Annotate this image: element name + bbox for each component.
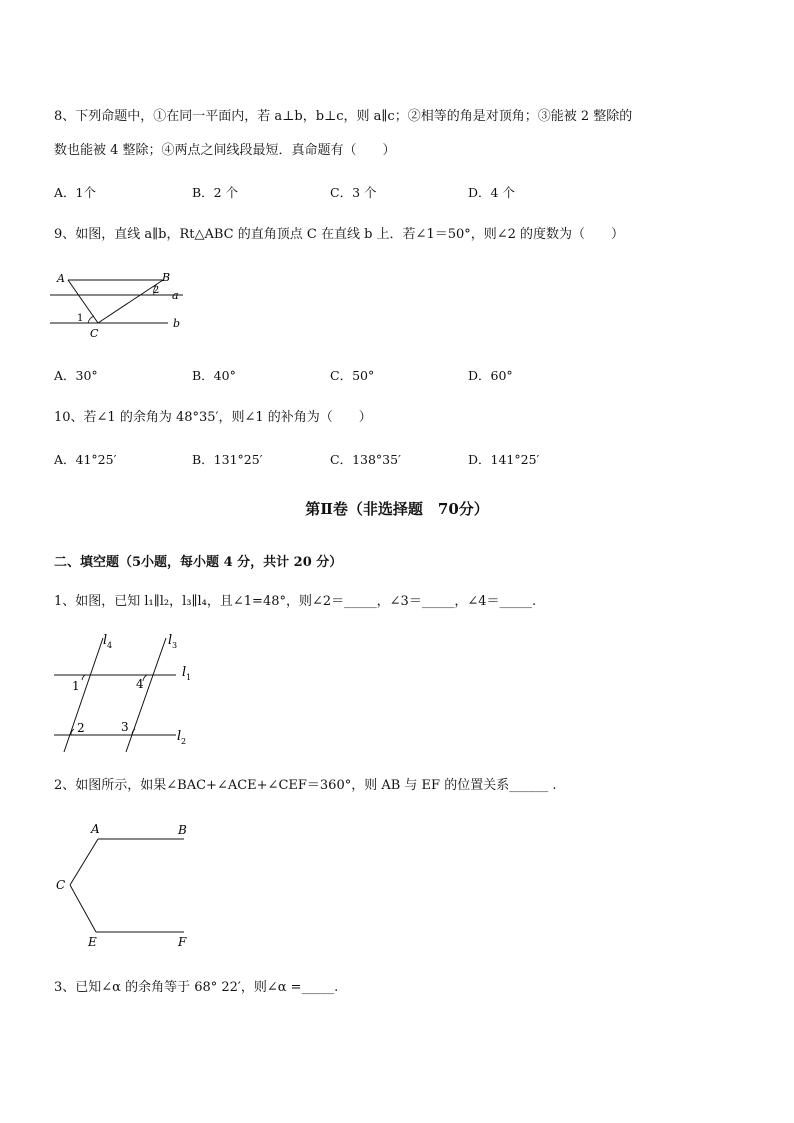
label-angle-2: 2: [77, 721, 85, 735]
q9-figure: [50, 268, 200, 344]
fill-1-figure: [48, 632, 198, 754]
label-point-c: C: [56, 878, 66, 892]
fill-2-text: 2、如图所示，如果∠BAC+∠ACE+∠CEF＝360°，则 AB 与 EF 的位置关系______ .: [54, 778, 557, 793]
part-2-title: 第Ⅱ卷（非选择题 70分）: [305, 500, 489, 518]
label-angle-2: 2: [153, 285, 160, 296]
fill-2-figure: [50, 820, 200, 954]
fill-1-text: 1、如图，已知 l₁∥l₂，l₃∥l₄，且∠1=48°，则∠2＝_____，∠3＝_____，∠4＝_____.: [54, 594, 537, 609]
q8-option-c: C．3 个: [330, 185, 377, 200]
label-l2-subscript: 2: [181, 737, 187, 746]
label-a-point: A: [57, 272, 65, 285]
q9-text: 9、如图，直线 a∥b，Rt△ABC 的直角顶点 C 在直线 b 上．若∠1＝50°，则∠2 的度数为（ ）: [54, 227, 625, 242]
label-point-f: F: [178, 935, 187, 949]
q10-option-c: C．138°35′: [330, 452, 401, 467]
label-point-a: A: [91, 822, 100, 836]
q8-option-b: B．2 个: [192, 185, 239, 200]
q9-option-c: C．50°: [330, 368, 375, 383]
q10-option-d: D．141°25′: [468, 452, 540, 467]
label-line-b: b: [173, 317, 181, 330]
segment-ac: [70, 839, 98, 885]
q10-text: 10、若∠1 的余角为 48°35′，则∠1 的补角为（ ）: [54, 410, 372, 425]
label-line-a: a: [172, 289, 179, 302]
label-l3-subscript: 3: [172, 641, 178, 650]
label-l4: l: [103, 633, 108, 648]
q9-option-a: A．30°: [54, 368, 98, 383]
angle-1-arc: [88, 316, 94, 323]
label-point-e: E: [88, 935, 97, 949]
label-l1-subscript: 1: [186, 673, 192, 682]
label-angle-1: 1: [72, 679, 80, 693]
fill-3-text: 3、已知∠α 的余角等于 68° 22′，则∠α =_____.: [54, 980, 339, 995]
label-point-b: B: [178, 823, 187, 837]
angle-1-arc: [82, 675, 85, 680]
label-angle-1: 1: [77, 313, 84, 324]
q10-option-b: B．131°25′: [192, 452, 263, 467]
label-b-point: B: [162, 271, 171, 284]
label-angle-3: 3: [121, 720, 129, 734]
q8-option-d: D．4 个: [468, 185, 515, 200]
label-l3: l: [168, 633, 173, 648]
label-angle-4: 4: [136, 677, 144, 691]
section-2-heading: 二、填空题（5小题，每小题 4 分，共计 20 分）: [54, 555, 343, 570]
q10-option-a: A．41°25′: [54, 452, 117, 467]
q9-option-d: D．60°: [468, 368, 513, 383]
q9-option-b: B．40°: [192, 368, 236, 383]
label-c-point: C: [90, 327, 99, 340]
label-l2: l: [177, 729, 182, 744]
q8-line-2: 数也能被 4 整除；④两点之间线段最短．真命题有（ ）: [54, 143, 396, 158]
segment-ce: [70, 885, 96, 932]
q8-line-1: 8、下列命题中，①在同一平面内，若 a⊥b，b⊥c，则 a∥c；②相等的角是对顶角；③能被 2 整除的: [54, 109, 633, 124]
q8-option-a: A．1个: [54, 185, 96, 200]
label-l4-subscript: 4: [107, 641, 113, 650]
label-l1: l: [182, 665, 187, 680]
